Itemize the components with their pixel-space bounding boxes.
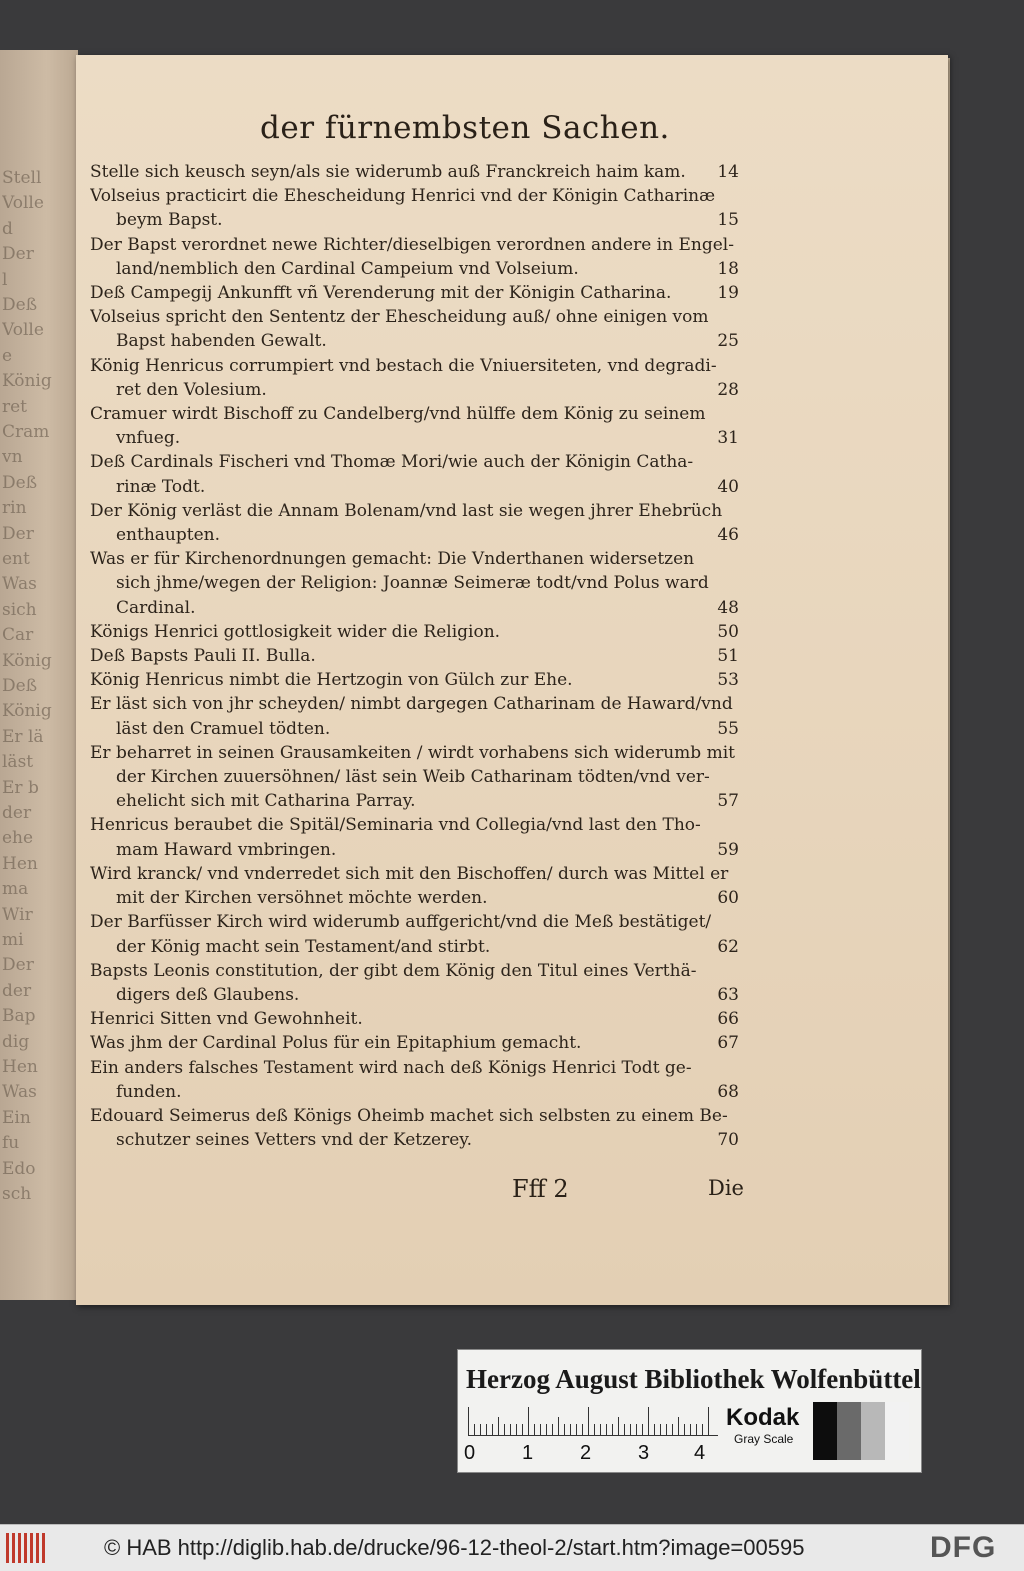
previous-page-fragment: Was [2, 574, 37, 595]
entry-page-number: 18 [717, 258, 739, 279]
ruler-tick [636, 1424, 637, 1435]
index-entry [90, 450, 745, 498]
entry-page-number: 19 [717, 283, 739, 304]
ruler-tick [618, 1417, 619, 1435]
previous-page-fragment: Deß [2, 295, 38, 315]
previous-page-fragment: König [2, 650, 52, 671]
ruler-tick [516, 1424, 517, 1435]
index-entry [90, 1056, 745, 1104]
previous-page-fragment: Cram [2, 422, 50, 442]
ruler-tick [594, 1424, 595, 1435]
previous-page-fragment: Was [2, 1082, 37, 1103]
ruler-tick [558, 1417, 559, 1435]
entry-page-number: 62 [717, 936, 739, 957]
entry-text: König Henricus corrumpiert vnd bestach die Vniuersiteten, vnd degradi- [90, 355, 717, 376]
index-entry [90, 1007, 745, 1031]
previous-page-fragment: ehe [2, 828, 34, 849]
entry-page-number: 51 [717, 646, 739, 667]
entry-text: Deß Campegij Ankunfft vñ Verenderung mit der Königin Catharina. [90, 283, 672, 304]
previous-page-fragment: Der [2, 523, 34, 544]
entry-text-continued: der König macht sein Testament/and stirbt. [116, 936, 491, 957]
entry-page-number: 53 [717, 670, 739, 691]
footer-url[interactable]: © HAB http://diglib.hab.de/drucke/96-12-theol-2/start.htm?image=00595 [104, 1535, 805, 1560]
entry-page-number: 67 [717, 1033, 739, 1054]
previous-page-fragment: König [2, 371, 52, 392]
ruler-tick [702, 1424, 703, 1435]
gray-patch [813, 1402, 837, 1460]
entry-text-continued: enthaupten. [116, 525, 221, 546]
previous-page-fragment: rin [2, 498, 27, 519]
entry-page-number: 40 [717, 476, 739, 497]
ruler-tick [504, 1424, 505, 1435]
previous-page-fragment: Er b [2, 777, 39, 798]
hab-logo-icon [6, 1533, 46, 1563]
entry-page-number: 48 [717, 597, 739, 618]
entry-text-continued: ret den Volesium. [116, 379, 267, 400]
previous-page-fragment: Deß [2, 472, 38, 493]
gray-scale-label: Gray Scale [734, 1432, 794, 1446]
entry-page-number: 70 [717, 1130, 739, 1151]
previous-page-fragment: Volle [2, 320, 44, 341]
entry-text: Der Barfüsser Kirch wird widerumb auffgericht/vnd die Meß bestätiget/ [90, 912, 712, 933]
ruler-tick [534, 1424, 535, 1435]
previous-page-fragment: fu [2, 1133, 20, 1154]
entry-text: Was jhm der Cardinal Polus für ein Epitaphium gemacht. [90, 1033, 582, 1054]
ruler-tick [570, 1424, 571, 1435]
entry-page-number: 68 [717, 1081, 739, 1102]
index-entry [90, 692, 745, 740]
entry-text: Edouard Seimerus deß Königs Oheimb machet sich selbsten zu einem Be- [90, 1105, 728, 1126]
ruler-tick [564, 1424, 565, 1435]
previous-page-fragment: d [2, 218, 13, 239]
index-entry [90, 499, 745, 547]
entry-text: Der König verläst die Annam Bolenam/vnd last sie wegen jhrer Ehebrüch [90, 500, 723, 521]
entry-text: Deß Cardinals Fischeri vnd Thomæ Mori/wie auch der Königin Catha- [90, 452, 694, 473]
ruler [468, 1405, 718, 1436]
entry-page-number: 66 [717, 1009, 739, 1030]
index-entry [90, 959, 745, 1007]
previous-page-fragment: Der [2, 955, 34, 976]
index-entry [90, 547, 745, 620]
ruler-number: 2 [580, 1442, 592, 1464]
entry-text-continued: der Kirchen zuuersöhnen/ läst sein Weib Catharinam tödten/vnd ver- [116, 767, 710, 788]
ruler-tick [588, 1407, 589, 1435]
ruler-tick [492, 1424, 493, 1435]
previous-page-fragment: Er lä [2, 726, 44, 747]
ruler-tick [708, 1407, 709, 1435]
entry-page-number: 14 [717, 162, 739, 182]
index-entry [90, 813, 745, 861]
entry-page-number: 46 [717, 525, 739, 546]
previous-page-fragment: Stell [2, 168, 42, 188]
ruler-tick [600, 1424, 601, 1435]
index-entries [90, 160, 745, 1152]
entry-text: Deß Bapsts Pauli II. Bulla. [90, 646, 316, 667]
previous-page-fragment: dig [2, 1031, 30, 1052]
ruler-tick [498, 1417, 499, 1435]
index-entry [90, 910, 745, 958]
entry-text-continued: läst den Cramuel tödten. [116, 718, 331, 739]
catchword: Die [708, 1176, 744, 1200]
index-entry [90, 305, 745, 353]
ruler-tick [612, 1424, 613, 1435]
previous-page-fragment: ent [2, 549, 30, 569]
page-heading: der fürnembsten Sachen. [260, 110, 670, 146]
ruler-tick [696, 1424, 697, 1435]
entry-page-number: 50 [717, 621, 739, 642]
ruler-tick [474, 1424, 475, 1435]
ruler-tick [672, 1424, 673, 1435]
entry-text: Der Bapst verordnet newe Richter/dieselbigen verordnen andere in Engel- [90, 234, 734, 255]
index-entry [90, 402, 745, 450]
entry-text: Volseius practicirt die Ehescheidung Henrici vnd der Königin Catharinæ [90, 186, 716, 207]
library-color-card [457, 1349, 922, 1473]
footer-bar [0, 1524, 1024, 1571]
index-entry [90, 233, 745, 281]
gray-scale-patches [813, 1402, 909, 1460]
ruler-tick [642, 1424, 643, 1435]
previous-page-fragment: der [2, 803, 32, 823]
entry-page-number: 57 [717, 791, 739, 812]
ruler-tick [648, 1407, 649, 1435]
ruler-number: 1 [522, 1442, 534, 1464]
ruler-tick [522, 1424, 523, 1435]
previous-page-fragment: mi [2, 930, 24, 950]
entry-text: Er läst sich von jhr scheyden/ nimbt dargegen Catharinam de Haward/vnd [90, 694, 733, 715]
entry-text: Was er für Kirchenordnungen gemacht: Die Vnderthanen widersetzen [90, 549, 695, 570]
index-entry [90, 620, 745, 644]
ruler-tick [576, 1424, 577, 1435]
ruler-tick [486, 1424, 487, 1435]
entry-text: Henricus beraubet die Spitäl/Seminaria vnd Collegia/vnd last den Tho- [90, 815, 701, 836]
ruler-number: 0 [464, 1442, 476, 1464]
entry-text-continued: digers deß Glaubens. [116, 984, 300, 1005]
ruler-tick [624, 1424, 625, 1435]
entry-text: Stelle sich keusch seyn/als sie widerumb auß Franckreich haim kam. [90, 162, 686, 182]
entry-page-number: 60 [717, 888, 739, 909]
previous-page-fragment: sch [2, 1184, 32, 1204]
ruler-tick [684, 1424, 685, 1435]
previous-page-fragment: Ein [2, 1107, 31, 1128]
gray-patch [885, 1402, 909, 1460]
previous-page-fragment: sich [2, 599, 37, 620]
previous-page-fragment: vn [2, 447, 23, 468]
index-entry [90, 644, 745, 668]
entry-text: Ein anders falsches Testament wird nach deß Königs Henrici Todt ge- [90, 1057, 692, 1078]
entry-text-continued: schutzer seines Vetters vnd der Ketzerey. [116, 1130, 473, 1151]
ruler-tick [660, 1424, 661, 1435]
ruler-tick [546, 1424, 547, 1435]
dfg-logo: DFG [930, 1531, 997, 1564]
ruler-number: 3 [638, 1442, 650, 1464]
index-entry [90, 741, 745, 814]
entry-text-continued: beym Bapst. [116, 210, 223, 231]
entry-text-continued: vnfueg. [116, 428, 181, 449]
ruler-tick [606, 1424, 607, 1435]
index-entry [90, 354, 745, 402]
index-entry [90, 862, 745, 910]
previous-page-fragment: ma [2, 879, 29, 900]
entry-page-number: 15 [717, 210, 739, 231]
previous-page-fragment: Wir [2, 904, 33, 925]
entry-text: Bapsts Leonis constitution, der gibt dem König den Titul eines Verthä- [90, 960, 697, 981]
ruler-number: 4 [694, 1442, 706, 1464]
entry-text-continued: Bapst habenden Gewalt. [116, 331, 327, 352]
index-entry [90, 1031, 745, 1055]
gray-patch [861, 1402, 885, 1460]
previous-page-fragment: König [2, 701, 52, 722]
ruler-tick [678, 1417, 679, 1435]
ruler-tick [540, 1424, 541, 1435]
entry-text-continued: funden. [116, 1081, 182, 1102]
entry-text-continued: ehelicht sich mit Catharina Parray. [116, 791, 416, 812]
previous-page-fragment: Bap [2, 1006, 36, 1027]
entry-text-continued: land/nemblich den Cardinal Campeium vnd Volseium. [116, 258, 579, 279]
ruler-tick [666, 1424, 667, 1435]
index-entry [90, 160, 745, 184]
ruler-tick [468, 1407, 469, 1435]
previous-page-fragment: der [2, 980, 32, 1001]
previous-page-fragment: läst [2, 752, 34, 773]
entry-text: Königs Henrici gottlosigkeit wider die Religion. [90, 621, 501, 642]
previous-page-fragment: Volle [2, 193, 44, 214]
entry-page-number: 25 [717, 331, 739, 352]
ruler-tick [510, 1424, 511, 1435]
ruler-numbers [462, 1442, 722, 1466]
kodak-logo: Kodak [726, 1404, 800, 1431]
index-entry [90, 281, 745, 305]
index-entry [90, 184, 745, 232]
ruler-tick [528, 1407, 529, 1435]
index-entry [90, 1104, 745, 1152]
ruler-tick [582, 1424, 583, 1435]
signature-mark: Fff 2 [512, 1175, 569, 1203]
entry-text-continued: rinæ Todt. [116, 476, 206, 497]
ruler-tick [630, 1424, 631, 1435]
entry-text: Wird kranck/ vnd vnderredet sich mit den Bischoffen/ durch was Mittel er [90, 863, 729, 884]
entry-page-number: 31 [717, 428, 739, 449]
entry-text-continued: mam Haward vmbringen. [116, 839, 337, 860]
entry-page-number: 59 [717, 839, 739, 860]
ruler-tick [654, 1424, 655, 1435]
previous-page-fragment: Car [2, 625, 34, 646]
library-name: Herzog August Bibliothek Wolfenbüttel [466, 1364, 921, 1394]
entry-text-continued: mit der Kirchen versöhnet möchte werden. [116, 888, 488, 909]
previous-page-fragment: e [2, 345, 13, 366]
entry-text-continued: sich jhme/wegen der Religion: Joannæ Seimeræ todt/vnd Polus ward [116, 573, 709, 594]
index-entry [90, 668, 745, 692]
entry-page-number: 63 [717, 984, 739, 1005]
previous-page-fragment: Edo [2, 1158, 36, 1179]
entry-text: Er beharret in seinen Grausamkeiten / wirdt vorhabens sich widerumb mit [90, 742, 735, 763]
entry-text: Cramuer wirdt Bischoff zu Candelberg/vnd hülffe dem König zu seinem [90, 404, 706, 425]
ruler-tick [480, 1424, 481, 1435]
entry-text: Henrici Sitten vnd Gewohnheit. [90, 1009, 363, 1030]
previous-page-fragment: Hen [2, 853, 38, 874]
previous-page-fragment: l [2, 269, 8, 290]
entry-page-number: 55 [717, 718, 739, 739]
entry-page-number: 28 [717, 379, 739, 400]
entry-text-continued: Cardinal. [116, 597, 196, 618]
ruler-tick [690, 1424, 691, 1435]
previous-page-fragment: Hen [2, 1057, 38, 1077]
previous-page-fragment: Der [2, 244, 34, 265]
ruler-tick [552, 1424, 553, 1435]
gray-patch [837, 1402, 861, 1460]
previous-page-edge [0, 50, 78, 1300]
previous-page-fragment: ret [2, 396, 28, 417]
entry-text: König Henricus nimbt die Hertzogin von Gülch zur Ehe. [90, 670, 573, 691]
entry-text: Volseius spricht den Sententz der Ehescheidung auß/ ohne einigen vom [90, 307, 709, 328]
previous-page-fragment: Deß [2, 676, 38, 696]
